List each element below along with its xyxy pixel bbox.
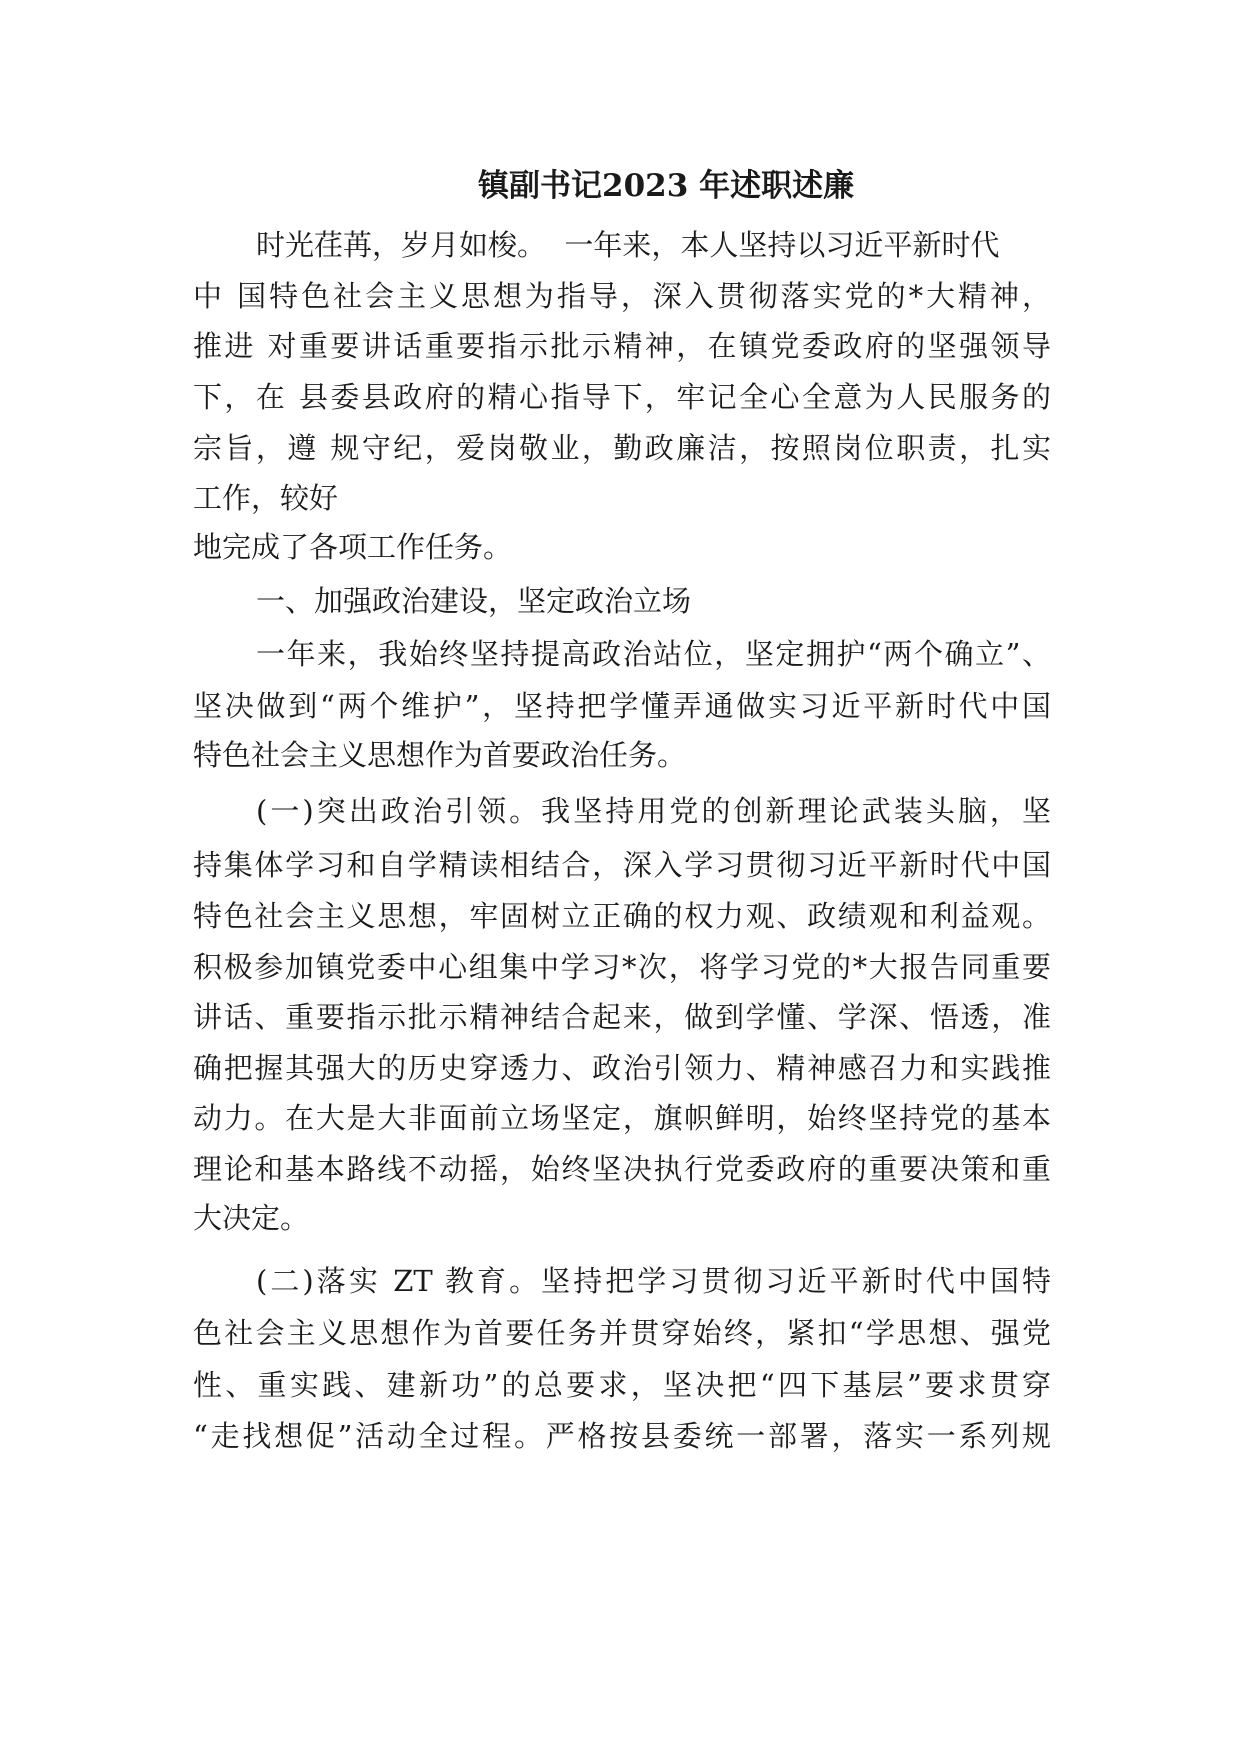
text-line: 推进 对重要讲话重要指示批示精神，在镇党委政府的坚强领导 <box>193 329 1051 363</box>
text-line: 工作，较好 <box>193 481 339 515</box>
text-line: 中 国特色社会主义思想为指导，深入贯彻落实党的*大精神， <box>193 279 1051 313</box>
text-line: 确把握其强大的历史穿透力、政治引领力、精神感召力和实践推 <box>193 1051 1051 1085</box>
text-line: 特色社会主义思想作为首要政治任务。 <box>193 738 687 772</box>
text-line: 特色社会主义思想，牢固树立正确的权力观、政绩观和利益观。 <box>193 899 1051 933</box>
text-line: 动力。在大是大非面前立场坚定，旗帜鲜明，始终坚持党的基本 <box>193 1101 1051 1135</box>
text-line: 讲话、重要指示批示精神结合起来，做到学懂、学深、悟透，准 <box>193 1000 1051 1034</box>
text-line: 色社会主义思想作为首要任务并贯穿始终，紧扣“学思想、强党 <box>193 1316 1051 1350</box>
section-heading-text: 一、加强政治建设，坚定政治立场 <box>256 584 692 618</box>
text-line: 性、重实践、建新功”的总要求，坚决把“四下基层”要求贯穿 <box>193 1368 1051 1402</box>
text-line: (一)突出政治引领。我坚持用党的创新理论武装头脑，坚 <box>256 794 1051 828</box>
text-line: 时光荏苒，岁月如梭。 一年来，本人坚持以习近平新时代 <box>256 228 1000 262</box>
text-line: “走找想促”活动全过程。严格按县委统一部署，落实一系列规 <box>193 1419 1051 1453</box>
text-line: 地完成了各项工作任务。 <box>193 530 513 564</box>
text-line: 理论和基本路线不动摇，始终坚决执行党委政府的重要决策和重 <box>193 1152 1051 1186</box>
text-line: 下，在 县委县政府的精心指导下，牢记全心全意为人民服务的 <box>193 380 1051 414</box>
text-line: 积极参加镇党委中心组集中学习*次，将学习党的*大报告同重要 <box>193 950 1051 984</box>
text-line: 持集体学习和自学精读相结合，深入学习贯彻习近平新时代中国 <box>193 848 1051 882</box>
text-line: 一年来，我始终坚持提高政治站位，坚定拥护“两个确立”、 <box>256 637 1051 671</box>
document-title: 镇副书记2023 年述职述廉 <box>478 168 855 204</box>
text-line: 坚决做到“两个维护”，坚持把学懂弄通做实习近平新时代中国 <box>193 689 1051 723</box>
text-line: 宗旨，遵 规守纪，爱岗敬业，勤政廉洁，按照岗位职责，扎实 <box>193 431 1051 465</box>
text-line: 大决定。 <box>193 1201 310 1235</box>
text-line: (二)落实 ZT 教育。坚持把学习贯彻习近平新时代中国特 <box>256 1264 1051 1298</box>
